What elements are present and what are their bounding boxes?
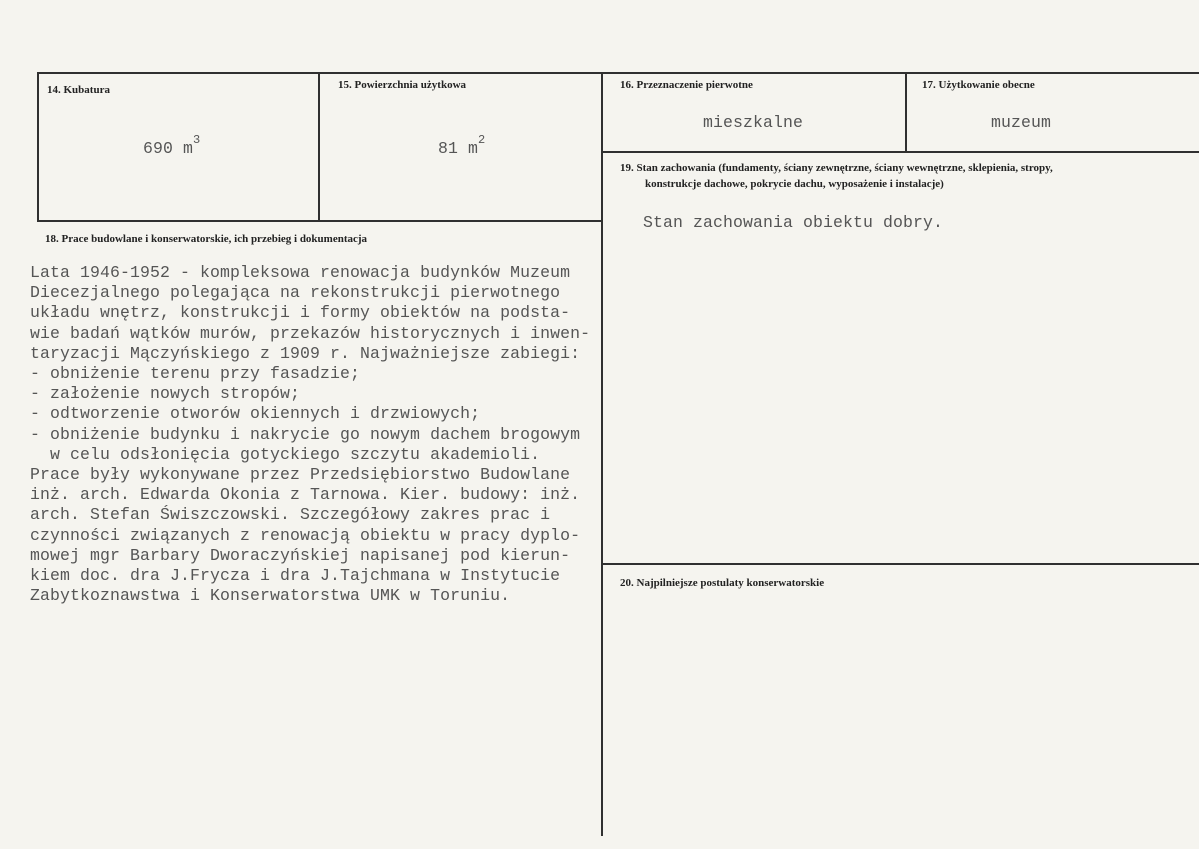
prace-line: Prace były wykonywane przez Przedsiębiorstwo Budowlane (30, 465, 571, 485)
stan-value: Stan zachowania obiektu dobry. (643, 213, 944, 232)
prace-line: - odtworzenie otworów okiennych i drzwiowych; (30, 404, 481, 424)
przeznaczenie-value: mieszkalne (703, 113, 804, 132)
powierzchnia-label: 15. Powierzchnia użytkowa (338, 79, 467, 91)
prace-line: układu wnętrz, konstrukcji i formy obiektów na podsta- (30, 303, 571, 323)
przeznaczenie-label: 16. Przeznaczenie pierwotne (620, 79, 753, 91)
prace-line: mowej mgr Barbary Dworaczyńskiej napisanej pod kierun- (30, 545, 571, 565)
prace-line: czynności związanych z renowacją obiektu w pracy dyplo- (30, 525, 581, 545)
prace-label: 18. Prace budowlane i konserwatorskie, ich przebieg i dokumentacja (45, 233, 368, 245)
prace-line: - założenie nowych stropów; (30, 384, 301, 404)
kubatura-number: 690 m (143, 139, 194, 158)
row1-divider (603, 151, 1199, 153)
right-section-divider (603, 563, 1199, 565)
prace-line: inż. arch. Edwarda Okonia z Tarnowa. Kier. budowy: inż. (30, 485, 581, 505)
col-divider-16-17 (905, 72, 907, 152)
stan-label-line2: konstrukcje dachowe, pokrycie dachu, wyposażenie i instalacje) (645, 178, 944, 190)
prace-line: - obniżenie terenu przy fasadzie; (30, 364, 361, 384)
powierzchnia-value (438, 133, 485, 158)
top-rule (37, 72, 1199, 74)
prace-line: w celu odsłonięcia gotyckiego szczytu akademioli. (30, 444, 541, 464)
kubatura-value (143, 133, 200, 158)
prace-text (30, 263, 590, 606)
left-section-divider (37, 220, 603, 222)
prace-line: Lata 1946-1952 - kompleksowa renowacja budynków Muzeum (30, 263, 571, 282)
center-divider (601, 72, 603, 836)
powierzchnia-exponent: 2 (478, 133, 486, 147)
powierzchnia-number: 81 m (438, 139, 479, 158)
prace-line: kiem doc. dra J.Frycza i dra J.Tajchmana w Instytucie (30, 566, 561, 586)
uzytkowanie-label: 17. Użytkowanie obecne (922, 79, 1035, 91)
left-border (37, 72, 39, 222)
uzytkowanie-value: muzeum (991, 113, 1052, 132)
prace-line: wie badań wątków murów, przekazów historycznych i inwen- (30, 323, 591, 343)
postulaty-label: 20. Najpilniejsze postulaty konserwatorskie (620, 577, 825, 589)
prace-line: - obniżenie budynku i nakrycie go nowym dachem brogowym (30, 424, 581, 444)
prace-line: taryzacji Mączyńskiego z 1909 r. Najważniejsze zabiegi: (30, 343, 581, 363)
kubatura-label: 14. Kubatura (47, 84, 110, 96)
prace-line: arch. Stefan Świszczowski. Szczegółowy zakres prac i (30, 505, 551, 525)
col-divider-14-15 (318, 72, 320, 222)
stan-label-line1: 19. Stan zachowania (fundamenty, ściany zewnętrzne, ściany wewnętrzne, sklepienia, stropy, (620, 162, 1053, 174)
stan-label (620, 160, 1053, 192)
prace-line: Diecezjalnego polegająca na rekonstrukcji pierwotnego (30, 283, 561, 303)
kubatura-exponent: 3 (193, 133, 201, 147)
prace-line: Zabytkoznawstwa i Konserwatorstwa UMK w Toruniu. (30, 586, 511, 606)
